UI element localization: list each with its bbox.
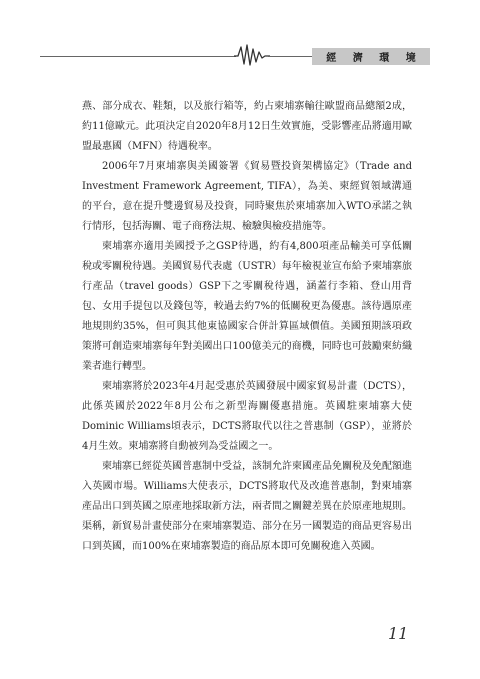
body-text: [82, 97, 412, 557]
section-label-char: 經: [326, 53, 337, 64]
page-header: [0, 40, 480, 70]
paragraph: 柬埔寨亦適用美國授予之GSP待遇，約有4,800項產品輸美可享低關稅或零關稅待遇。美國貿易代表處（USTR）每年檢視並宣布給予柬埔寨旅行產品（travel goods）GSP下之零關稅待遇，涵蓋行李箱、登山用背包、女用手提包以及錢包等，較過去約7%的低關稅更為優惠。該待遇原產地規則約35%，但可與其他東協國家合併計算區域價值。美國預期該項政策將可創造柬埔寨每年對美國出口100億美元的商機，同時也可鼓勵柬紡織業者進行轉型。: [82, 241, 412, 372]
section-label: [312, 48, 430, 65]
header-rule-right: [268, 56, 312, 57]
paragraph: 柬埔寨已經從英國普惠制中受益，該制允許柬國產品免關稅及免配額進入英國市場。Williams大使表示，DCTS將取代及改進普惠制，對柬埔寨產品出口到英國之原產地採取新方法，兩者間之關鍵差異在於原產地規則。渠稱，新貿易計畫使部分在柬埔寨製造、部分在另一國製造的商品更容易出口到英國，而100%在柬埔寨製造的商品原本即可免關稅進入英國。: [82, 461, 412, 552]
paragraph: 2006年7月柬埔寨與美國簽署《貿易暨投資架構協定》（Trade and Investment Framework Agreement, TIFA），為美、柬經貿領域溝通的平台，意在提升雙邊貿易及投資，同時聚焦於柬埔寨加入WTO承諾之執行情形，包括海關、電子商務法規、檢驗與檢疫措施等。: [82, 161, 412, 232]
header-rule-left: [40, 56, 236, 57]
heartbeat-wave-icon: [234, 40, 270, 70]
section-label-char: 濟: [352, 53, 363, 64]
paragraph: 柬埔寨將於2023年4月起受惠於英國發展中國家貿易計畫（DCTS），此係英國於2022年8月公布之新型海關優惠措施。英國駐柬埔寨大使Dominic Williams頃表示，DCTS將取代以往之普惠制（GSP），並將於4月生效。柬埔寨將自動被列為受益國之一。: [82, 381, 412, 452]
paragraph: 燕、部分成衣、鞋類，以及旅行箱等，約占柬埔寨輸往歐盟商品總額2成，約11億歐元。此項決定自2020年8月12日生效實施，受影響產品將適用歐盟最惠國（MFN）待遇稅率。: [82, 101, 412, 152]
section-label-char: 環: [379, 53, 390, 64]
section-label-char: 境: [405, 53, 416, 64]
page-number: 11: [388, 624, 409, 643]
